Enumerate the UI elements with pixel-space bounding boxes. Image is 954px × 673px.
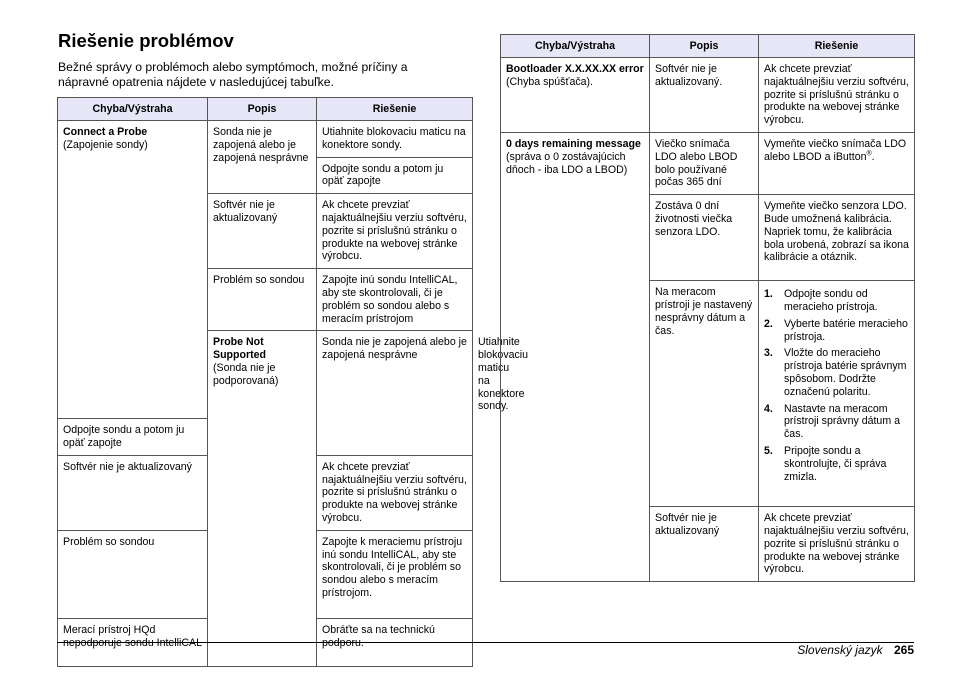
description-cell: Softvér nie je aktualizovaný	[58, 455, 208, 530]
error-name: Connect a Probe	[63, 126, 148, 138]
description-cell: Softvér nie je aktualizovaný.	[650, 58, 759, 133]
solution-cell: Zapojte k meraciemu prístroju inú sondu IntelliCAL, aby ste skontrolovali, či je problém so sondou alebo s meracím prístrojom.	[317, 530, 473, 618]
header-description: Popis	[650, 35, 759, 58]
error-translation: (Sonda nie je podporovaná)	[213, 361, 279, 387]
list-item	[764, 403, 909, 441]
solution-cell	[759, 132, 915, 194]
step-text: Vložte do meracieho prístroja batérie správnym spôsobom. Dodržte označenú polaritu.	[784, 347, 907, 398]
step-number: 5.	[764, 444, 773, 457]
footer-language: Slovenský jazyk	[797, 643, 883, 657]
description-cell: Problém so sondou	[208, 269, 317, 331]
header-error: Chyba/Výstraha	[501, 35, 650, 58]
list-item	[764, 318, 909, 344]
solution-cell: Odpojte sondu a potom ju opäť zapojte	[58, 419, 208, 456]
table-row	[58, 121, 473, 158]
description-cell: Problém so sondou	[58, 530, 208, 618]
step-text: Vyberte batérie meracieho prístroja.	[784, 317, 908, 343]
table-row	[501, 58, 915, 133]
list-item	[764, 347, 909, 398]
step-text: Odpojte sondu od meracieho prístroja.	[784, 288, 878, 313]
step-text: Pripojte sondu a skontrolujte, či správa zmizla.	[784, 444, 887, 483]
steps-list	[764, 288, 909, 483]
table-header-row	[58, 98, 473, 121]
troubleshooting-table-right	[500, 34, 915, 582]
description-cell: Softvér nie je aktualizovaný	[208, 194, 317, 269]
header-solution: Riešenie	[759, 35, 915, 58]
registered-mark: ®	[866, 150, 872, 158]
solution-cell: Ak chcete prevziať najaktuálnejšiu verziu softvéru, pozrite si príslušnú stránku o produkte na webovej stránke výrobcu.	[759, 507, 915, 582]
description-cell: Zostáva 0 dní životnosti viečka senzora LDO.	[650, 195, 759, 281]
solution-cell: Utiahnite blokovaciu maticu na konektore sondy.	[317, 121, 473, 158]
description-cell: Sonda nie je zapojená alebo je zapojená nesprávne	[208, 121, 317, 194]
description-cell: Softvér nie je aktualizovaný	[650, 507, 759, 582]
intro-paragraph: Bežné správy o problémoch alebo symptómoch, možné príčiny a nápravné opatrenia nájdete v nasledujúcej tabuľke.	[58, 60, 408, 89]
solution-cell: Odpojte sondu a potom ju opäť zapojte	[317, 157, 473, 194]
list-item	[764, 288, 909, 314]
solution-cell: Ak chcete prevziať najaktuálnejšiu verziu softvéru, pozrite si príslušnú stránku o produkte na webovej stránke výrobcu.	[317, 455, 473, 530]
table-row: Probe Not Supported (Sonda nie je podporovaná) Sonda nie je zapojená alebo je zapojená nesprávne Utiahnite blokovaciu maticu na konektore sondy.	[58, 331, 473, 419]
header-error: Chyba/Výstraha	[58, 98, 208, 121]
solution-cell: Zapojte inú sondu IntelliCAL, aby ste skontrolovali, či je problém so sondou alebo s meracím prístrojom	[317, 269, 473, 331]
solution-cell	[759, 281, 915, 507]
error-cell-0-days	[501, 132, 650, 581]
troubleshooting-table-left	[57, 97, 529, 667]
page-number: 265	[893, 643, 914, 657]
error-translation: (správa o 0 zostávajúcich dňoch - iba LDO a LBOD)	[506, 150, 628, 176]
error-name: 0 days remaining message	[506, 137, 641, 150]
table-header-row	[501, 35, 915, 58]
description-cell: Na meracom prístroji je nastavený nesprávny dátum a čas.	[650, 281, 759, 507]
solution-text: Vymeňte viečko snímača LDO alebo LBOD a iButton	[764, 137, 907, 163]
error-name: Bootloader X.X.XX.XX error	[506, 63, 644, 75]
step-number: 4.	[764, 402, 773, 415]
error-cell-connect-probe	[58, 121, 208, 419]
step-text: Nastavte na meracom prístroji správny dátum a čas.	[784, 402, 900, 441]
solution-cell: Ak chcete prevziať najaktuálnejšiu verziu softvéru, pozrite si príslušnú stránku o produkte na webovej stránke výrobcu.	[317, 194, 473, 269]
step-number: 3.	[764, 347, 773, 360]
description-cell: Viečko snímača LDO alebo LBOD bolo používané počas 365 dní	[650, 132, 759, 194]
page-footer	[797, 643, 914, 657]
header-description: Popis	[208, 98, 317, 121]
error-name: Probe Not Supported	[213, 336, 266, 362]
page-title: Riešenie problémov	[58, 30, 234, 51]
step-number: 1.	[764, 288, 773, 301]
header-solution: Riešenie	[317, 98, 473, 121]
solution-period: .	[871, 150, 875, 163]
footer-divider	[57, 642, 914, 643]
description-cell: Merací prístroj HQd nepodporuje sondu IntelliCAL	[58, 618, 208, 666]
step-number: 2.	[764, 317, 773, 330]
error-cell-probe-not-supported	[208, 331, 317, 666]
solution-cell: Ak chcete prevziať najaktuálnejšiu verziu softvéru, pozrite si príslušnú stránku o produkte na webovej stránke výrobcu.	[759, 58, 915, 133]
description-cell: Sonda nie je zapojená alebo je zapojená nesprávne	[317, 331, 473, 455]
error-translation: (Zapojenie sondy)	[63, 138, 148, 151]
error-translation: (Chyba spúšťača).	[506, 75, 593, 88]
table-row	[501, 132, 915, 194]
solution-cell: Vymeňte viečko senzora LDO. Bude umožnená kalibrácia. Napriek tomu, že kalibrácia bola urobená, zobrazí sa ikona kalibrácie a otáznik.	[759, 195, 915, 281]
error-cell-bootloader	[501, 58, 650, 133]
list-item	[764, 445, 909, 483]
solution-cell: Obráťte sa na technickú podporu.	[317, 618, 473, 666]
